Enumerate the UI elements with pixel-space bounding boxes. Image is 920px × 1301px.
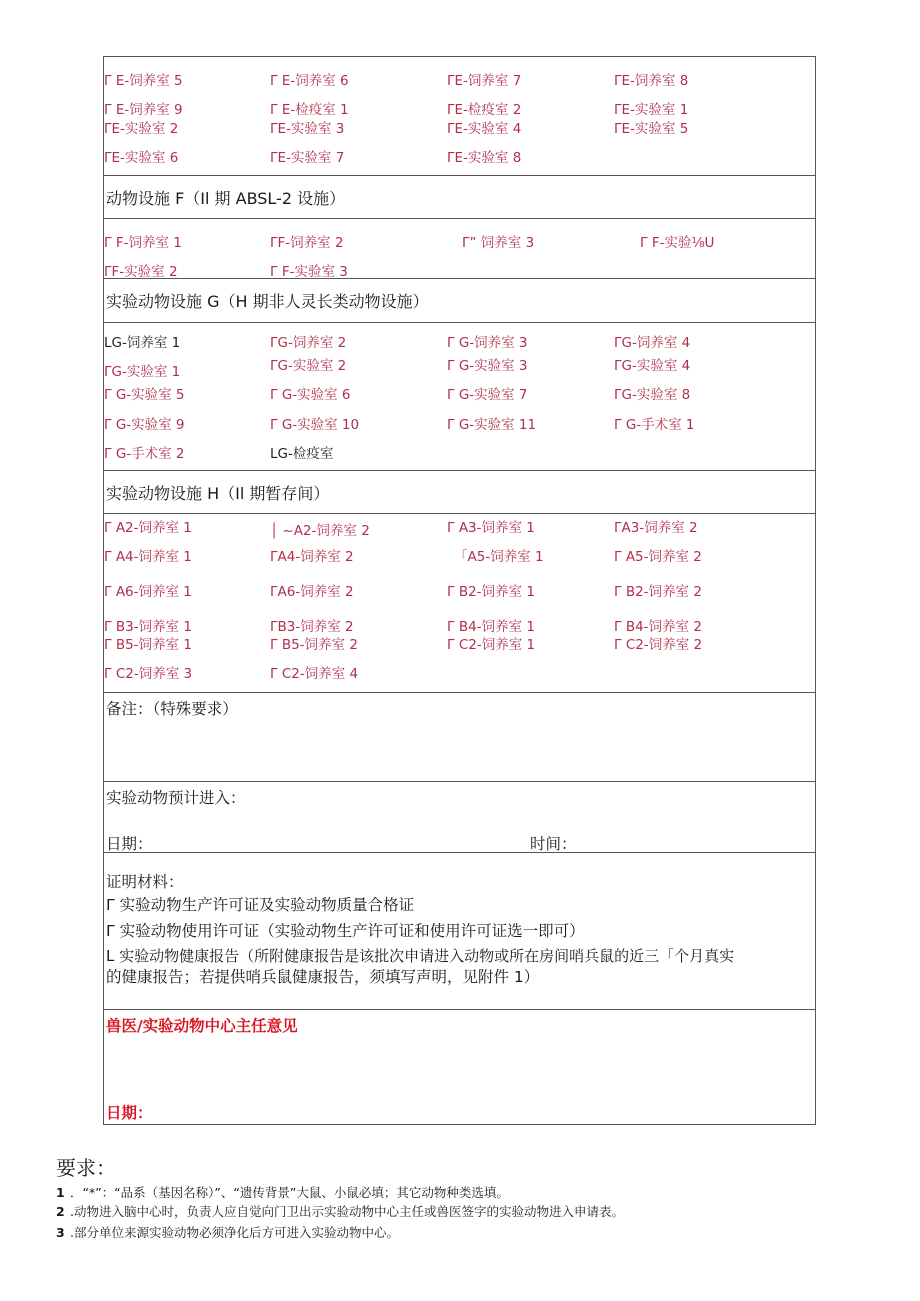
checkbox-a5-feeding-1[interactable]: 「A5-饲养室 1 [454,549,544,565]
checkbox-f-feeding-3[interactable]: Γ” 饲养室 3 [462,235,535,251]
section-g [104,323,815,471]
checkbox-e-feeding-6[interactable]: Γ E-饲养室 6 [270,73,349,89]
checkbox-a4-feeding-1[interactable]: Γ A4-饲养室 1 [104,549,192,565]
checkbox-f-lab-1[interactable]: Γ F-实验⅛U [640,235,715,251]
entry-label: 实验动物预计进入： [106,789,246,807]
checkbox-g-lab-11[interactable]: Γ G-实验室 11 [447,417,537,433]
checkbox-b5-feeding-2[interactable]: Γ B5-饲养室 2 [270,637,358,653]
section-f-title: 动物设施 F（Il 期 ABSL-2 设施） [106,188,346,208]
requirement-number: 3 [56,1225,65,1240]
remarks-section[interactable] [104,693,815,782]
checkbox-b2-feeding-1[interactable]: Γ B2-饲养室 1 [447,584,535,600]
checkbox-e-quarantine-2[interactable]: ΓE-检疫室 2 [447,102,522,118]
checkbox-g-feeding-4[interactable]: ΓG-饲养室 4 [614,335,691,351]
checkbox-e-quarantine-1[interactable]: Γ E-检疫室 1 [270,102,349,118]
checkbox-e-lab-4[interactable]: ΓE-实验室 4 [447,121,522,137]
opinion-section[interactable] [104,1010,815,1124]
checkbox-a5-feeding-2[interactable]: Γ A5-饲养室 2 [614,549,702,565]
section-h-title: 实验动物设施 H（Il 期暂存间） [106,483,330,503]
checkbox-g-quarantine[interactable]: LG-检疫室 [270,446,334,462]
requirement-text: .动物进入脑中心时，负责人应自觉向门卫出示实验动物中心主任或兽医签字的实验动物进入申请表。 [69,1204,624,1219]
checkbox-g-lab-7[interactable]: Γ G-实验室 7 [447,387,528,403]
opinion-label: 兽医/实验动物中心主任意见 [106,1017,298,1035]
checkbox-e-lab-2[interactable]: ΓE-实验室 2 [104,121,179,137]
requirement-item-1 [56,1183,509,1201]
section-g-header [104,279,815,323]
section-h-header [104,471,815,514]
requirement-number: 1 [56,1185,65,1200]
remarks-label: 备注：（特殊要求） [106,700,238,718]
entry-section [104,782,815,853]
requirement-text: .部分单位来源实验动物必须净化后方可进入实验动物中心。 [69,1225,399,1240]
checkbox-e-feeding-7[interactable]: ΓE-饲养室 7 [447,73,522,89]
checkbox-b4-feeding-2[interactable]: Γ B4-饲养室 2 [614,619,702,635]
checkbox-a2-feeding-2[interactable]: │ ~A2-饲养室 2 [270,523,370,539]
health-report-continuation: 的健康报告；若提供哨兵鼠健康报告，须填写声明，见附件 1） [106,968,540,986]
checkbox-c2-feeding-3[interactable]: Γ C2-饲养室 3 [104,666,193,682]
checkbox-e-feeding-9[interactable]: Γ E-饲养室 9 [104,102,183,118]
checkbox-g-feeding-2[interactable]: ΓG-饲养室 2 [270,335,347,351]
checkbox-a3-feeding-2[interactable]: ΓA3-饲养室 2 [614,520,698,536]
checkbox-use-license[interactable]: Γ 实验动物使用许可证（实验动物生产许可证和使用许可证选一即可） [106,922,585,940]
proof-section [104,853,815,1010]
checkbox-g-lab-2[interactable]: ΓG-实验室 2 [270,358,347,374]
checkbox-e-lab-3[interactable]: ΓE-实验室 3 [270,121,345,137]
entry-date-label[interactable]: 日期： [106,835,153,853]
checkbox-f-feeding-2[interactable]: ΓF-饲养室 2 [270,235,344,251]
checkbox-a6-feeding-2[interactable]: ΓA6-饲养室 2 [270,584,354,600]
checkbox-e-lab-1[interactable]: ΓE-实验室 1 [614,102,689,118]
checkbox-b4-feeding-1[interactable]: Γ B4-饲养室 1 [447,619,535,635]
checkbox-e-lab-5[interactable]: ΓE-实验室 5 [614,121,689,137]
checkbox-b2-feeding-2[interactable]: Γ B2-饲养室 2 [614,584,702,600]
section-h [104,514,815,693]
checkbox-g-lab-9[interactable]: Γ G-实验室 9 [104,417,185,433]
checkbox-g-lab-5[interactable]: Γ G-实验室 5 [104,387,185,403]
checkbox-f-lab-2[interactable]: ΓF-实验室 2 [104,264,178,280]
checkbox-g-surgery-2[interactable]: Γ G-手术室 2 [104,446,185,462]
checkbox-e-lab-7[interactable]: ΓE-实验室 7 [270,150,345,166]
checkbox-g-surgery-1[interactable]: Γ G-手术室 1 [614,417,695,433]
section-e [104,57,815,176]
application-form [103,56,816,1125]
checkbox-g-lab-4[interactable]: ΓG-实验室 4 [614,358,691,374]
checkbox-g-feeding-1[interactable]: LG-饲养室 1 [104,335,181,351]
checkbox-a4-feeding-2[interactable]: ΓA4-饲养室 2 [270,549,354,565]
section-f-header [104,176,815,219]
checkbox-b3-feeding-1[interactable]: Γ B3-饲养室 1 [104,619,192,635]
checkbox-b5-feeding-1[interactable]: Γ B5-饲养室 1 [104,637,192,653]
checkbox-a2-feeding-1[interactable]: Γ A2-饲养室 1 [104,520,192,536]
opinion-date-label[interactable]: 日期： [106,1104,153,1122]
checkbox-c2-feeding-1[interactable]: Γ C2-饲养室 1 [447,637,536,653]
checkbox-g-lab-1[interactable]: ΓG-实验室 1 [104,364,181,380]
checkbox-e-lab-6[interactable]: ΓE-实验室 6 [104,150,179,166]
requirements-title: 要求： [56,1156,116,1180]
checkbox-c2-feeding-4[interactable]: Γ C2-饲养室 4 [270,666,359,682]
checkbox-a3-feeding-1[interactable]: Γ A3-饲养室 1 [447,520,535,536]
checkbox-c2-feeding-2[interactable]: Γ C2-饲养室 2 [614,637,703,653]
section-g-title: 实验动物设施 G（H 期非人灵长类动物设施） [106,292,429,311]
checkbox-g-lab-10[interactable]: Γ G-实验室 10 [270,417,360,433]
checkbox-g-lab-6[interactable]: Γ G-实验室 6 [270,387,351,403]
checkbox-b3-feeding-2[interactable]: ΓB3-饲养室 2 [270,619,354,635]
checkbox-f-lab-3[interactable]: Γ F-实验室 3 [270,264,348,280]
checkbox-e-lab-8[interactable]: ΓE-实验室 8 [447,150,522,166]
checkbox-e-feeding-8[interactable]: ΓE-饲养室 8 [614,73,689,89]
checkbox-g-feeding-3[interactable]: Γ G-饲养室 3 [447,335,528,351]
checkbox-e-feeding-5[interactable]: Γ E-饲养室 5 [104,73,183,89]
requirement-item-2 [56,1202,624,1220]
checkbox-g-lab-8[interactable]: ΓG-实验室 8 [614,387,691,403]
proof-label: 证明材料： [106,873,184,891]
requirement-number: 2 [56,1204,65,1219]
checkbox-g-lab-3[interactable]: Γ G-实验室 3 [447,358,528,374]
checkbox-health-report[interactable]: L 实验动物健康报告（所附健康报告是该批次申请进入动物或所在房间哨兵鼠的近三「个月真实 [106,947,735,965]
checkbox-production-license[interactable]: Γ 实验动物生产许可证及实验动物质量合格证 [106,896,415,914]
checkbox-f-feeding-1[interactable]: Γ F-饲养室 1 [104,235,182,251]
section-f [104,219,815,279]
requirement-text: ．“*”：“品系（基因名称）”、“遗传背景”大鼠、小鼠必填；其它动物种类选填。 [69,1185,509,1200]
requirement-item-3 [56,1223,399,1241]
entry-time-label[interactable]: 时间： [530,835,577,853]
checkbox-a6-feeding-1[interactable]: Γ A6-饲养室 1 [104,584,192,600]
